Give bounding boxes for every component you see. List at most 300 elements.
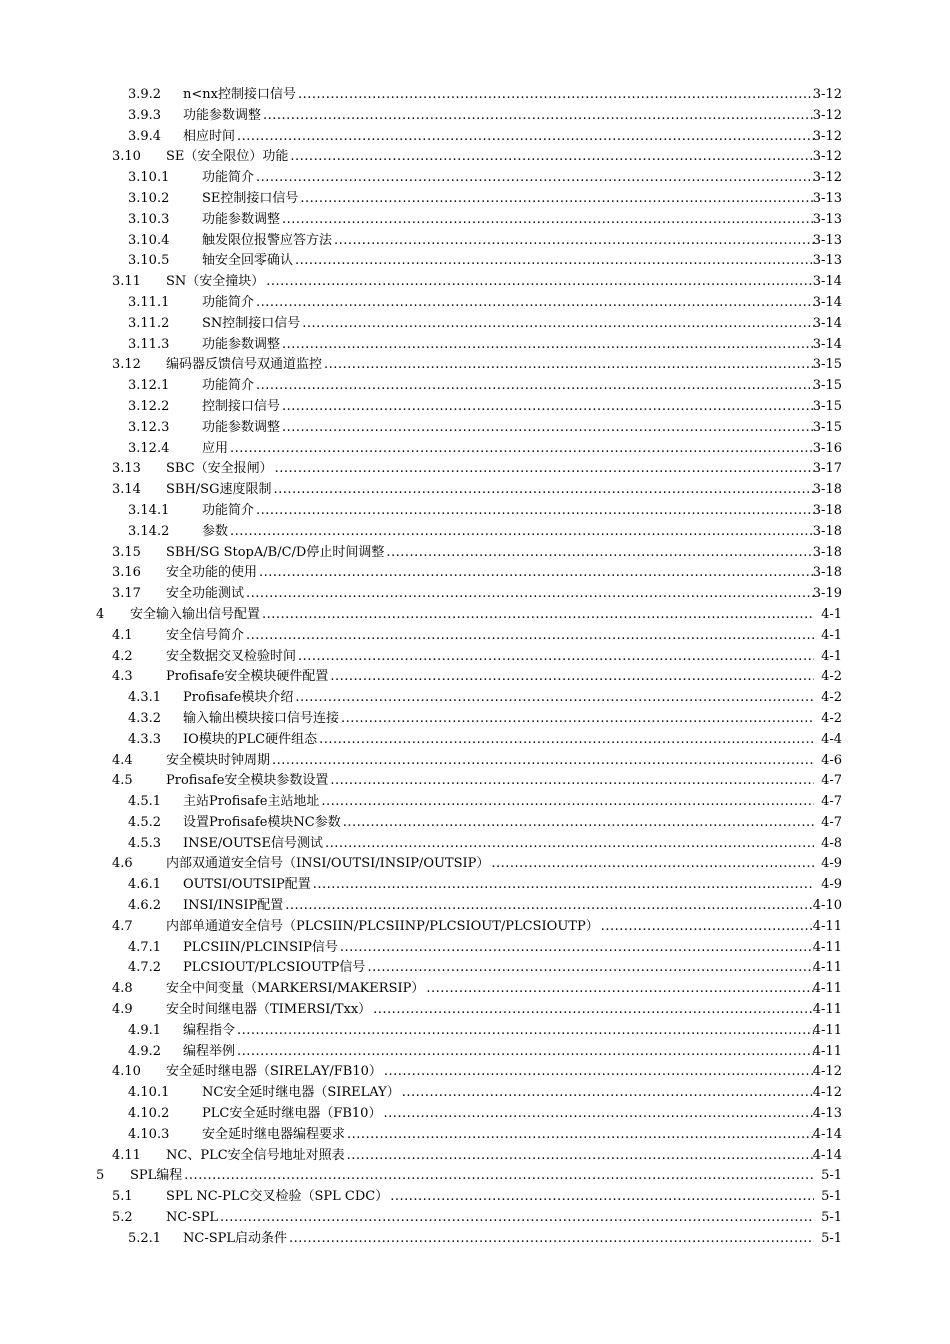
toc-entry[interactable] bbox=[0, 1062, 950, 1083]
toc-entry-title: 功能简介 bbox=[202, 293, 256, 314]
toc-entry-text bbox=[183, 938, 814, 959]
toc-entry-page: 3-14 bbox=[812, 315, 842, 331]
toc-dot-leader bbox=[230, 522, 814, 543]
toc-entry-text bbox=[202, 314, 814, 335]
toc-entry-text bbox=[183, 1021, 814, 1042]
toc-entry-text bbox=[202, 1104, 814, 1125]
toc-entry-page: 3-14 bbox=[812, 336, 842, 352]
toc-entry-number: 3.12 bbox=[112, 357, 141, 373]
toc-dot-leader bbox=[256, 293, 814, 314]
toc-entry-title: 参数 bbox=[202, 522, 230, 543]
toc-entry-title: 编程指令 bbox=[183, 1021, 237, 1042]
toc-entry-number: 4.3 bbox=[112, 669, 133, 685]
toc-entry-text bbox=[183, 1229, 814, 1250]
toc-entry[interactable] bbox=[0, 854, 950, 875]
toc-entry-number: 4.10.3 bbox=[128, 1126, 170, 1142]
toc-entry-page: 4-1 bbox=[821, 648, 842, 664]
toc-entry-title: NC安全延时继电器（SIRELAY） bbox=[202, 1083, 402, 1104]
toc-entry[interactable] bbox=[0, 667, 950, 688]
toc-entry-text bbox=[202, 168, 814, 189]
toc-entry-title: Profisafe安全模块参数设置 bbox=[166, 771, 330, 792]
toc-entry-text bbox=[183, 709, 814, 730]
toc-entry[interactable] bbox=[0, 938, 950, 959]
toc-entry-page: 4-7 bbox=[821, 794, 842, 810]
toc-entry-number: 4.5 bbox=[112, 773, 133, 789]
toc-entry-text bbox=[202, 501, 814, 522]
toc-dot-leader bbox=[266, 272, 814, 293]
toc-entry-page: 3-16 bbox=[812, 440, 842, 456]
toc-entry-text bbox=[130, 605, 814, 626]
toc-entry-text bbox=[166, 543, 814, 564]
toc-entry-title: SBH/SG速度限制 bbox=[166, 480, 273, 501]
toc-entry[interactable] bbox=[0, 127, 950, 148]
toc-entry[interactable] bbox=[0, 272, 950, 293]
toc-entry-text bbox=[202, 439, 814, 460]
toc-entry[interactable] bbox=[0, 1042, 950, 1063]
toc-dot-leader bbox=[384, 1062, 814, 1083]
toc-entry[interactable] bbox=[0, 543, 950, 564]
toc-dot-leader bbox=[324, 355, 814, 376]
toc-entry-number: 4.1 bbox=[112, 627, 133, 643]
toc-entry-title: PLCSIOUT/PLCSIOUTP信号 bbox=[183, 958, 367, 979]
toc-entry[interactable] bbox=[0, 1021, 950, 1042]
toc-entry-page: 4-2 bbox=[821, 690, 842, 706]
toc-entry-title: 主站Profisafe主站地址 bbox=[183, 792, 321, 813]
toc-entry[interactable] bbox=[0, 293, 950, 314]
toc-entry-number: 4.7 bbox=[112, 918, 133, 934]
toc-dot-leader bbox=[330, 771, 814, 792]
toc-entry-number: 4.8 bbox=[112, 981, 133, 997]
toc-entry-number: 3.16 bbox=[112, 565, 141, 581]
toc-entry-title: SE控制接口信号 bbox=[202, 189, 300, 210]
toc-entry-title: INSE/OUTSE信号测试 bbox=[183, 834, 325, 855]
toc-entry-text bbox=[166, 917, 814, 938]
toc-entry-number: 4 bbox=[96, 606, 105, 622]
toc-entry-text bbox=[166, 272, 814, 293]
toc-entry-title: 安全时间继电器（TIMERSI/Txx） bbox=[166, 1000, 373, 1021]
toc-dot-leader bbox=[334, 231, 814, 252]
toc-entry-text bbox=[183, 85, 814, 106]
toc-entry-text bbox=[202, 251, 814, 272]
toc-dot-leader bbox=[273, 480, 814, 501]
toc-entry-number: 3.11.2 bbox=[128, 315, 170, 331]
toc-entry[interactable] bbox=[0, 563, 950, 584]
toc-entry-page: 3-12 bbox=[812, 128, 842, 144]
toc-entry-title: 安全延时继电器（SIRELAY/FB10） bbox=[166, 1062, 384, 1083]
toc-entry[interactable] bbox=[0, 647, 950, 668]
toc-entry-page: 4-7 bbox=[821, 773, 842, 789]
toc-dot-leader bbox=[285, 896, 814, 917]
toc-entry-page: 4-6 bbox=[821, 752, 842, 768]
toc-dot-leader bbox=[347, 1146, 814, 1167]
toc-entry-page: 4-4 bbox=[821, 731, 842, 747]
toc-entry-number: 4.9.1 bbox=[128, 1022, 162, 1038]
toc-entry-text bbox=[166, 480, 814, 501]
toc-entry-title: n<nx控制接口信号 bbox=[183, 85, 298, 106]
toc-entry[interactable] bbox=[0, 834, 950, 855]
toc-dot-leader bbox=[298, 85, 814, 106]
toc-dot-leader bbox=[386, 543, 814, 564]
toc-entry-page: 4-7 bbox=[821, 814, 842, 830]
toc-entry-page: 4-2 bbox=[821, 669, 842, 685]
toc-dot-leader bbox=[340, 938, 814, 959]
toc-entry[interactable] bbox=[0, 688, 950, 709]
toc-entry-page: 3-19 bbox=[812, 586, 842, 602]
toc-entry-text bbox=[202, 376, 814, 397]
toc-entry-page: 5-1 bbox=[821, 1168, 842, 1184]
toc-entry-page: 4-9 bbox=[821, 877, 842, 893]
toc-entry-number: 4.3.3 bbox=[128, 731, 162, 747]
toc-entry-text bbox=[166, 584, 814, 605]
toc-entry-text bbox=[183, 896, 814, 917]
toc-entry-title: 安全中间变量（MARKERSI/MAKERSIP） bbox=[166, 979, 426, 1000]
toc-entry-text bbox=[166, 147, 814, 168]
toc-dot-leader bbox=[184, 1166, 814, 1187]
toc-dot-leader bbox=[262, 605, 814, 626]
toc-entry[interactable] bbox=[0, 314, 950, 335]
toc-entry-page: 4-11 bbox=[812, 939, 842, 955]
toc-entry[interactable] bbox=[0, 106, 950, 127]
toc-entry-title: 轴安全回零确认 bbox=[202, 251, 295, 272]
toc-entry-text bbox=[166, 854, 814, 875]
toc-entry-title: 编码器反馈信号双通道监控 bbox=[166, 355, 324, 376]
toc-entry-number: 3.10 bbox=[112, 149, 141, 165]
toc-entry-page: 3-15 bbox=[812, 419, 842, 435]
toc-entry-page: 4-11 bbox=[812, 981, 842, 997]
toc-entry-number: 4.6 bbox=[112, 856, 133, 872]
toc-entry-text bbox=[166, 1000, 814, 1021]
toc-dot-leader bbox=[383, 1104, 814, 1125]
toc-entry-text bbox=[202, 293, 814, 314]
toc-entry-number: 4.7.1 bbox=[128, 939, 162, 955]
toc-dot-leader bbox=[256, 376, 814, 397]
toc-entry[interactable] bbox=[0, 439, 950, 460]
toc-dot-leader bbox=[300, 189, 814, 210]
toc-entry-title: 控制接口信号 bbox=[202, 397, 282, 418]
toc-entry-number: 5.2.1 bbox=[128, 1230, 162, 1246]
toc-entry[interactable] bbox=[0, 917, 950, 938]
toc-dot-leader bbox=[256, 168, 814, 189]
toc-dot-leader bbox=[367, 958, 814, 979]
toc-entry-page: 3-15 bbox=[812, 357, 842, 373]
toc-entry-page: 4-11 bbox=[812, 918, 842, 934]
toc-entry-text bbox=[166, 667, 814, 688]
toc-entry-number: 3.14 bbox=[112, 482, 141, 498]
toc-entry[interactable] bbox=[0, 584, 950, 605]
toc-entry-title: 编程举例 bbox=[183, 1042, 237, 1063]
toc-entry-page: 3-15 bbox=[812, 398, 842, 414]
toc-entry-page: 4-1 bbox=[821, 627, 842, 643]
toc-entry[interactable] bbox=[0, 896, 950, 917]
toc-entry-number: 3.13 bbox=[112, 461, 141, 477]
toc-entry-number: 3.9.2 bbox=[128, 87, 162, 102]
toc-entry[interactable] bbox=[0, 251, 950, 272]
toc-entry-page: 3-12 bbox=[812, 170, 842, 186]
toc-entry-page: 4-11 bbox=[812, 960, 842, 976]
toc-entry-number: 3.11.3 bbox=[128, 336, 170, 352]
toc-entry[interactable] bbox=[0, 958, 950, 979]
toc-entry[interactable] bbox=[0, 459, 950, 480]
toc-entry-title: SN控制接口信号 bbox=[202, 314, 302, 335]
toc-entry-title: 安全功能测试 bbox=[166, 584, 246, 605]
toc-entry-page: 3-17 bbox=[812, 461, 842, 477]
toc-dot-leader bbox=[272, 751, 814, 772]
toc-dot-leader bbox=[295, 251, 814, 272]
toc-dot-leader bbox=[601, 917, 814, 938]
toc-entry-number: 4.2 bbox=[112, 648, 133, 664]
toc-entry-page: 3-14 bbox=[812, 274, 842, 290]
toc-entry[interactable] bbox=[0, 355, 950, 376]
toc-entry-title: SPL编程 bbox=[130, 1166, 184, 1187]
toc-entry-number: 4.11 bbox=[112, 1147, 141, 1163]
toc-entry-title: 安全功能的使用 bbox=[166, 563, 259, 584]
toc-entry-title: 功能参数调整 bbox=[202, 335, 282, 356]
toc-entry-number: 4.3.1 bbox=[128, 690, 162, 706]
toc-entry-title: PLCSIIN/PLCINSIP信号 bbox=[183, 938, 340, 959]
toc-entry[interactable] bbox=[0, 480, 950, 501]
toc-entry-number: 3.10.1 bbox=[128, 170, 170, 186]
toc-entry[interactable] bbox=[0, 418, 950, 439]
toc-entry-page: 4-1 bbox=[821, 606, 842, 622]
toc-entry-title: 安全输入输出信号配置 bbox=[130, 605, 262, 626]
toc-entry[interactable] bbox=[0, 792, 950, 813]
toc-entry-title: SPL NC-PLC交叉检验（SPL CDC） bbox=[166, 1187, 390, 1208]
toc-dot-leader bbox=[237, 127, 814, 148]
toc-entry-page: 4-11 bbox=[812, 1002, 842, 1018]
toc-entry-text bbox=[183, 127, 814, 148]
toc-entry-number: 5.1 bbox=[112, 1189, 133, 1205]
toc-entry[interactable] bbox=[0, 397, 950, 418]
toc-entry[interactable] bbox=[0, 813, 950, 834]
toc-entry-title: 功能简介 bbox=[202, 376, 256, 397]
toc-entry-page: 3-13 bbox=[812, 190, 842, 206]
toc-entry-page: 4-12 bbox=[812, 1085, 842, 1101]
toc-entry-title: 相应时间 bbox=[183, 127, 237, 148]
toc-dot-leader bbox=[373, 1000, 814, 1021]
toc-entry-number: 4.4 bbox=[112, 752, 133, 768]
toc-entry-text bbox=[183, 1042, 814, 1063]
toc-dot-leader bbox=[282, 335, 814, 356]
toc-entry-text bbox=[183, 875, 814, 896]
toc-entry-page: 3-12 bbox=[812, 87, 842, 102]
toc-entry-title: 内部单通道安全信号（PLCSIIN/PLCSIINP/PLCSIOUT/PLCSIOUTP） bbox=[166, 917, 601, 938]
toc-dot-leader bbox=[263, 106, 814, 127]
toc-entry-page: 4-11 bbox=[812, 1043, 842, 1059]
toc-dot-leader bbox=[282, 397, 814, 418]
toc-entry[interactable] bbox=[0, 1166, 950, 1187]
toc-entry-number: 4.6.1 bbox=[128, 877, 162, 893]
toc-entry-number: 3.11 bbox=[112, 274, 141, 290]
toc-dot-leader bbox=[282, 210, 814, 231]
toc-entry-page: 4-2 bbox=[821, 710, 842, 726]
toc-entry-title: 安全数据交叉检验时间 bbox=[166, 647, 298, 668]
toc-entry-text bbox=[166, 751, 814, 772]
toc-entry-number: 4.7.2 bbox=[128, 960, 162, 976]
toc-entry[interactable] bbox=[0, 1229, 950, 1250]
toc-entry-title: SBH/SG StopA/B/C/D停止时间调整 bbox=[166, 543, 386, 564]
toc-entry-title: 触发限位报警应答方法 bbox=[202, 231, 334, 252]
toc-dot-leader bbox=[237, 1021, 814, 1042]
toc-entry-text bbox=[183, 106, 814, 127]
toc-entry-text bbox=[166, 771, 814, 792]
toc-entry-title: SBC（安全报闸） bbox=[166, 459, 275, 480]
toc-entry[interactable] bbox=[0, 709, 950, 730]
toc-entry[interactable] bbox=[0, 626, 950, 647]
toc-entry[interactable] bbox=[0, 875, 950, 896]
toc-entry-text bbox=[166, 979, 814, 1000]
toc-dot-leader bbox=[347, 1125, 814, 1146]
toc-entry-page: 3-13 bbox=[812, 232, 842, 248]
toc-dot-leader bbox=[319, 730, 814, 751]
toc-dot-leader bbox=[290, 147, 814, 168]
toc-entry-number: 3.12.1 bbox=[128, 378, 170, 394]
toc-entry-text bbox=[202, 210, 814, 231]
toc-entry-text bbox=[183, 792, 814, 813]
toc-entry-number: 4.9 bbox=[112, 1002, 133, 1018]
toc-entry[interactable] bbox=[0, 85, 950, 106]
toc-dot-leader bbox=[246, 626, 814, 647]
toc-entry-number: 3.12.4 bbox=[128, 440, 170, 456]
toc-entry-title: IO模块的PLC硬件组态 bbox=[183, 730, 319, 751]
toc-entry-number: 4.10.2 bbox=[128, 1106, 170, 1122]
toc-entry[interactable] bbox=[0, 771, 950, 792]
toc-entry-page: 3-15 bbox=[812, 378, 842, 394]
toc-entry-title: INSI/INSIP配置 bbox=[183, 896, 285, 917]
toc-entry-title: 应用 bbox=[202, 439, 230, 460]
toc-dot-leader bbox=[259, 563, 814, 584]
toc-entry-text bbox=[183, 958, 814, 979]
toc-entry-text bbox=[166, 1146, 814, 1167]
table-of-contents bbox=[0, 85, 950, 1250]
toc-entry-title: 安全模块时钟周期 bbox=[166, 751, 272, 772]
toc-entry-number: 4.10 bbox=[112, 1064, 141, 1080]
toc-dot-leader bbox=[237, 1042, 814, 1063]
toc-entry-title: 设置Profisafe模块NC参数 bbox=[183, 813, 343, 834]
toc-entry[interactable] bbox=[0, 1083, 950, 1104]
toc-entry-page: 4-14 bbox=[812, 1126, 842, 1142]
toc-dot-leader bbox=[330, 667, 814, 688]
toc-entry-page: 3-13 bbox=[812, 253, 842, 269]
toc-entry[interactable] bbox=[0, 501, 950, 522]
toc-entry[interactable] bbox=[0, 605, 950, 626]
toc-entry-title: 功能参数调整 bbox=[183, 106, 263, 127]
toc-dot-leader bbox=[402, 1083, 814, 1104]
toc-entry-text bbox=[166, 563, 814, 584]
toc-entry[interactable] bbox=[0, 979, 950, 1000]
toc-entry-number: 4.9.2 bbox=[128, 1043, 162, 1059]
toc-entry-title: SN（安全撞块） bbox=[166, 272, 266, 293]
toc-entry[interactable] bbox=[0, 1146, 950, 1167]
toc-entry-page: 5-1 bbox=[821, 1210, 842, 1226]
toc-entry-text bbox=[202, 1083, 814, 1104]
toc-entry-page: 5-1 bbox=[821, 1189, 842, 1205]
toc-entry-text bbox=[202, 335, 814, 356]
toc-entry-title: OUTSI/OUTSIP配置 bbox=[183, 875, 313, 896]
toc-entry[interactable] bbox=[0, 1187, 950, 1208]
toc-entry-title: 功能简介 bbox=[202, 168, 256, 189]
toc-entry-title: 功能简介 bbox=[202, 501, 256, 522]
toc-entry[interactable] bbox=[0, 147, 950, 168]
toc-entry-number: 3.9.3 bbox=[128, 107, 162, 123]
toc-entry-number: 3.11.1 bbox=[128, 294, 170, 310]
toc-entry[interactable] bbox=[0, 730, 950, 751]
toc-entry-text bbox=[202, 522, 814, 543]
toc-entry[interactable] bbox=[0, 168, 950, 189]
toc-entry-page: 4-13 bbox=[812, 1106, 842, 1122]
toc-entry-page: 4-8 bbox=[821, 835, 842, 851]
toc-entry[interactable] bbox=[0, 1104, 950, 1125]
toc-entry-number: 3.12.3 bbox=[128, 419, 170, 435]
toc-entry[interactable] bbox=[0, 1125, 950, 1146]
toc-entry[interactable] bbox=[0, 335, 950, 356]
toc-entry[interactable] bbox=[0, 376, 950, 397]
toc-dot-leader bbox=[325, 834, 814, 855]
toc-entry-text bbox=[183, 813, 814, 834]
toc-entry-number: 4.10.1 bbox=[128, 1085, 170, 1101]
toc-dot-leader bbox=[341, 709, 814, 730]
toc-entry[interactable] bbox=[0, 1000, 950, 1021]
toc-entry-title: Profisafe模块介绍 bbox=[183, 688, 295, 709]
toc-entry-page: 4-11 bbox=[812, 1022, 842, 1038]
toc-entry-text bbox=[166, 626, 814, 647]
toc-entry-title: SE（安全限位）功能 bbox=[166, 147, 290, 168]
toc-entry-number: 3.9.4 bbox=[128, 128, 162, 144]
toc-dot-leader bbox=[390, 1187, 814, 1208]
toc-entry-text bbox=[166, 1208, 814, 1229]
toc-entry-page: 4-14 bbox=[812, 1147, 842, 1163]
toc-entry-number: 4.5.2 bbox=[128, 814, 162, 830]
toc-entry-page: 3-18 bbox=[812, 544, 842, 560]
toc-entry-number: 3.14.2 bbox=[128, 523, 170, 539]
toc-entry[interactable] bbox=[0, 210, 950, 231]
toc-entry-number: 4.5.3 bbox=[128, 835, 162, 851]
toc-entry-title: 输入输出模块接口信号连接 bbox=[183, 709, 341, 730]
toc-entry-text bbox=[166, 647, 814, 668]
toc-entry-number: 5 bbox=[96, 1168, 105, 1184]
toc-entry[interactable] bbox=[0, 189, 950, 210]
toc-dot-leader bbox=[220, 1208, 814, 1229]
toc-dot-leader bbox=[491, 854, 814, 875]
toc-entry-title: 内部双通道安全信号（INSI/OUTSI/INSIP/OUTSIP） bbox=[166, 854, 491, 875]
toc-entry-text bbox=[130, 1166, 814, 1187]
toc-entry-text bbox=[166, 459, 814, 480]
toc-entry-number: 3.10.3 bbox=[128, 211, 170, 227]
toc-entry-text bbox=[183, 834, 814, 855]
toc-entry-page: 3-18 bbox=[812, 482, 842, 498]
toc-entry-title: NC、PLC安全信号地址对照表 bbox=[166, 1146, 347, 1167]
toc-entry-title: 安全延时继电器编程要求 bbox=[202, 1125, 347, 1146]
toc-dot-leader bbox=[275, 459, 814, 480]
toc-entry-title: 功能参数调整 bbox=[202, 418, 282, 439]
toc-entry[interactable] bbox=[0, 1208, 950, 1229]
toc-dot-leader bbox=[282, 418, 814, 439]
toc-entry-number: 3.17 bbox=[112, 586, 141, 602]
toc-dot-leader bbox=[289, 1229, 814, 1250]
toc-entry[interactable] bbox=[0, 751, 950, 772]
toc-dot-leader bbox=[302, 314, 814, 335]
toc-entry-text bbox=[183, 730, 814, 751]
toc-entry-text bbox=[166, 1062, 814, 1083]
toc-dot-leader bbox=[295, 688, 814, 709]
toc-entry[interactable] bbox=[0, 522, 950, 543]
toc-entry-title: 功能参数调整 bbox=[202, 210, 282, 231]
toc-entry-title: NC-SPL bbox=[166, 1208, 220, 1229]
toc-dot-leader bbox=[230, 439, 814, 460]
toc-entry[interactable] bbox=[0, 231, 950, 252]
toc-entry-number: 4.3.2 bbox=[128, 710, 162, 726]
toc-dot-leader bbox=[246, 584, 814, 605]
toc-entry-text bbox=[202, 189, 814, 210]
